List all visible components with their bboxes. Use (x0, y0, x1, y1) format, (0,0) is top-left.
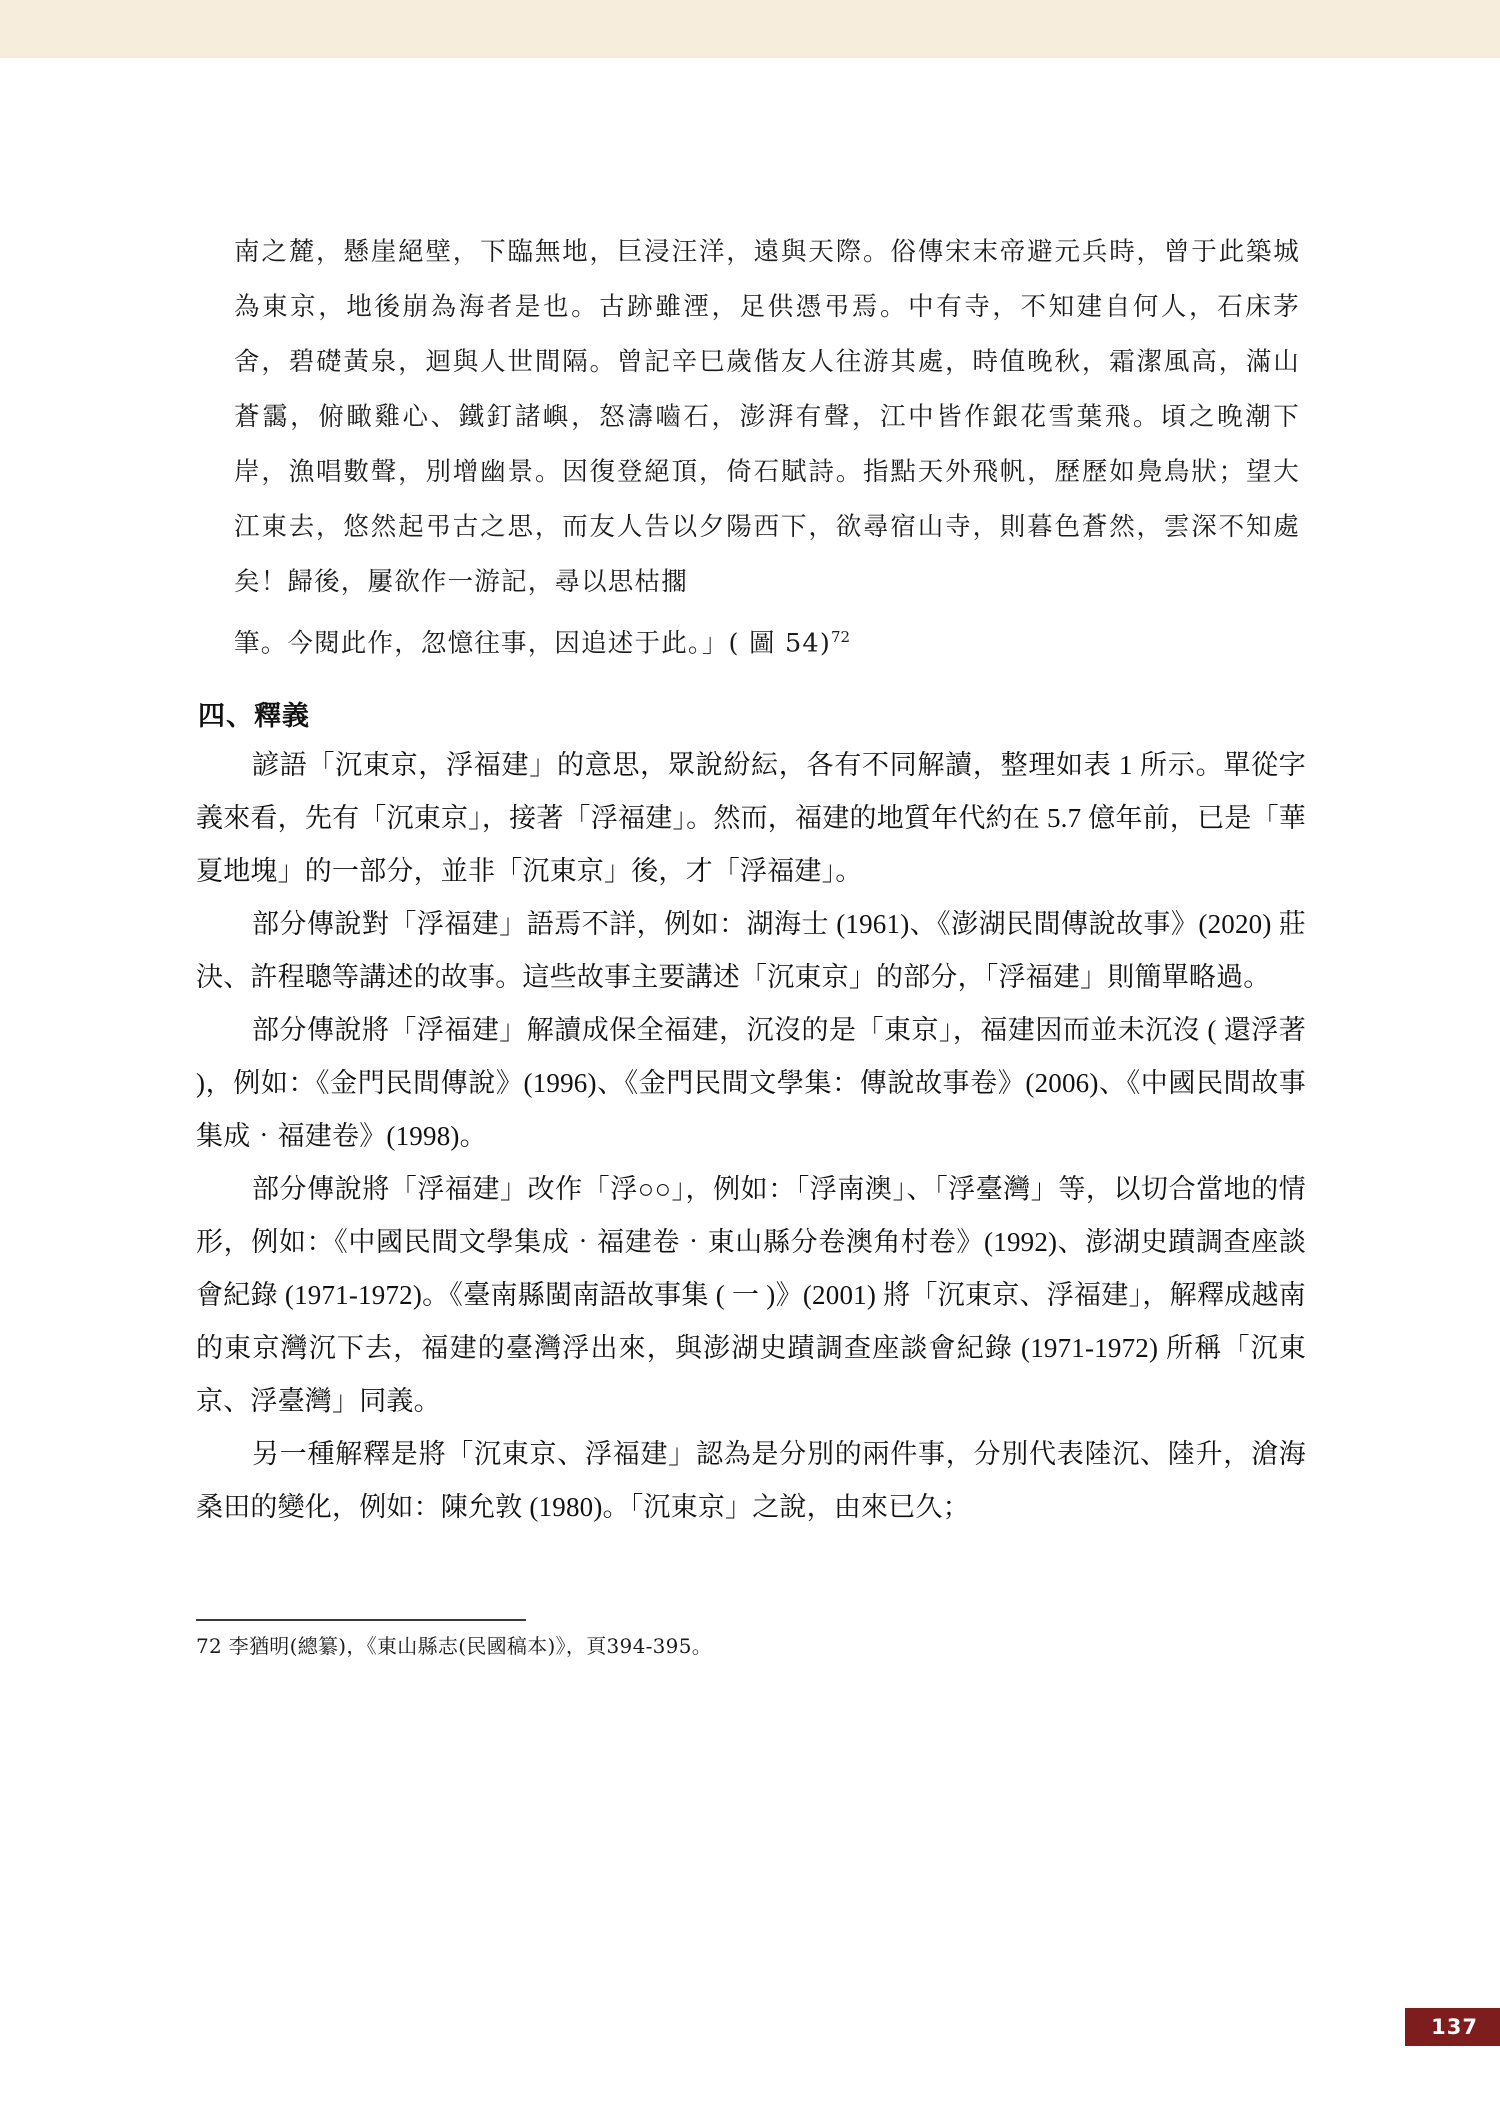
section-heading: 四、釋義 (198, 700, 310, 732)
body-paragraph: 諺語「沉東京，浮福建」的意思，眾說紛紜，各有不同解讀，整理如表 1 所示。單從字義來看，先有「沉東京」，接著「浮福建」。然而，福建的地質年代約在 5.7 億年前，已是「華夏地塊」的一部分，並非「沉東京」後，才「浮福建」。 (196, 749, 1306, 886)
body-paragraph: 另一種解釋是將「沉東京、浮福建」認為是分別的兩件事，分別代表陸沉、陸升，滄海桑田的變化，例如：陳允敦 (1980)。「沉東京」之說，由來已久； (196, 1438, 1306, 1522)
body-paragraph: 部分傳說對「浮福建」語焉不詳，例如：湖海士 (1961)、《澎湖民間傳說故事》(2020) 莊決、許程聰等講述的故事。這些故事主要講述「沉東京」的部分，「浮福建」則簡單略過。 (196, 908, 1306, 992)
footnote-separator-rule (196, 1619, 526, 1621)
footnote-marker: 72 (831, 628, 851, 646)
body-paragraph: 部分傳說將「浮福建」解讀成保全福建，沉沒的是「東京」，福建因而並未沉沒 ( 還浮著 )，例如：《金門民間傳說》(1996)、《金門民間文學集：傳說故事卷》(2006)、《中國民間故事集成‧福建卷》(1998)。 (196, 1014, 1306, 1151)
body-paragraph: 部分傳說將「浮福建」改作「浮○○」，例如：「浮南澳」、「浮臺灣」等，以切合當地的情形，例如：《中國民間文學集成‧福建卷‧東山縣分卷澳角村卷》(1992)、澎湖史蹟調查座談會紀錄 (1971-1972)。《臺南縣閩南語故事集 ( 一 )》(2001) 將「沉東京、浮福建」，解釋成越南的東京灣沉下去，福建的臺灣浮出來，與澎湖史蹟調查座談會紀錄 (1971-1972) 所稱「沉東京、浮臺灣」同義。 (196, 1173, 1306, 1416)
page-number: 137 (1405, 2008, 1500, 2046)
quoted-passage-last-line (234, 610, 1300, 672)
quoted-passage-last-line-text: 筆。今閱此作，忽憶往事，因追述于此。」( 圖 54) (234, 628, 832, 659)
quoted-passage (196, 225, 1306, 672)
top-decorative-band (0, 0, 1500, 58)
quoted-passage-text: 南之麓，懸崖絕壁，下臨無地，巨浸汪洋，遠與天際。俗傳宋末帝避元兵時，曾于此築城為東京，地後崩為海者是也。古跡雖湮，足供憑弔焉。中有寺，不知建自何人，石床茅舍，碧礎黃泉，迴與人世間隔。曾記辛巳歲偕友人往游其處，時值晚秋，霜潔風高，滿山蒼靄，俯瞰雞心、鐵釘諸嶼，怒濤嚙石，澎湃有聲，江中皆作銀花雪葉飛。頃之晚潮下岸，漁唱數聲，別增幽景。因復登絕頂，倚石賦詩。指點天外飛帆，歷歷如鳧鳥狀；望大江東去，悠然起弔古之思，而友人告以夕陽西下，欲尋宿山寺，則暮色蒼然，雲深不知處矣！歸後，屢欲作一游記，尋以思枯擱 (234, 237, 1300, 597)
footnote-text: 72 李猶明(總纂)，《東山縣志(民國稿本)》，頁394-395。 (196, 1634, 713, 1658)
page-content (196, 225, 1306, 1534)
document-page (0, 58, 1500, 2118)
